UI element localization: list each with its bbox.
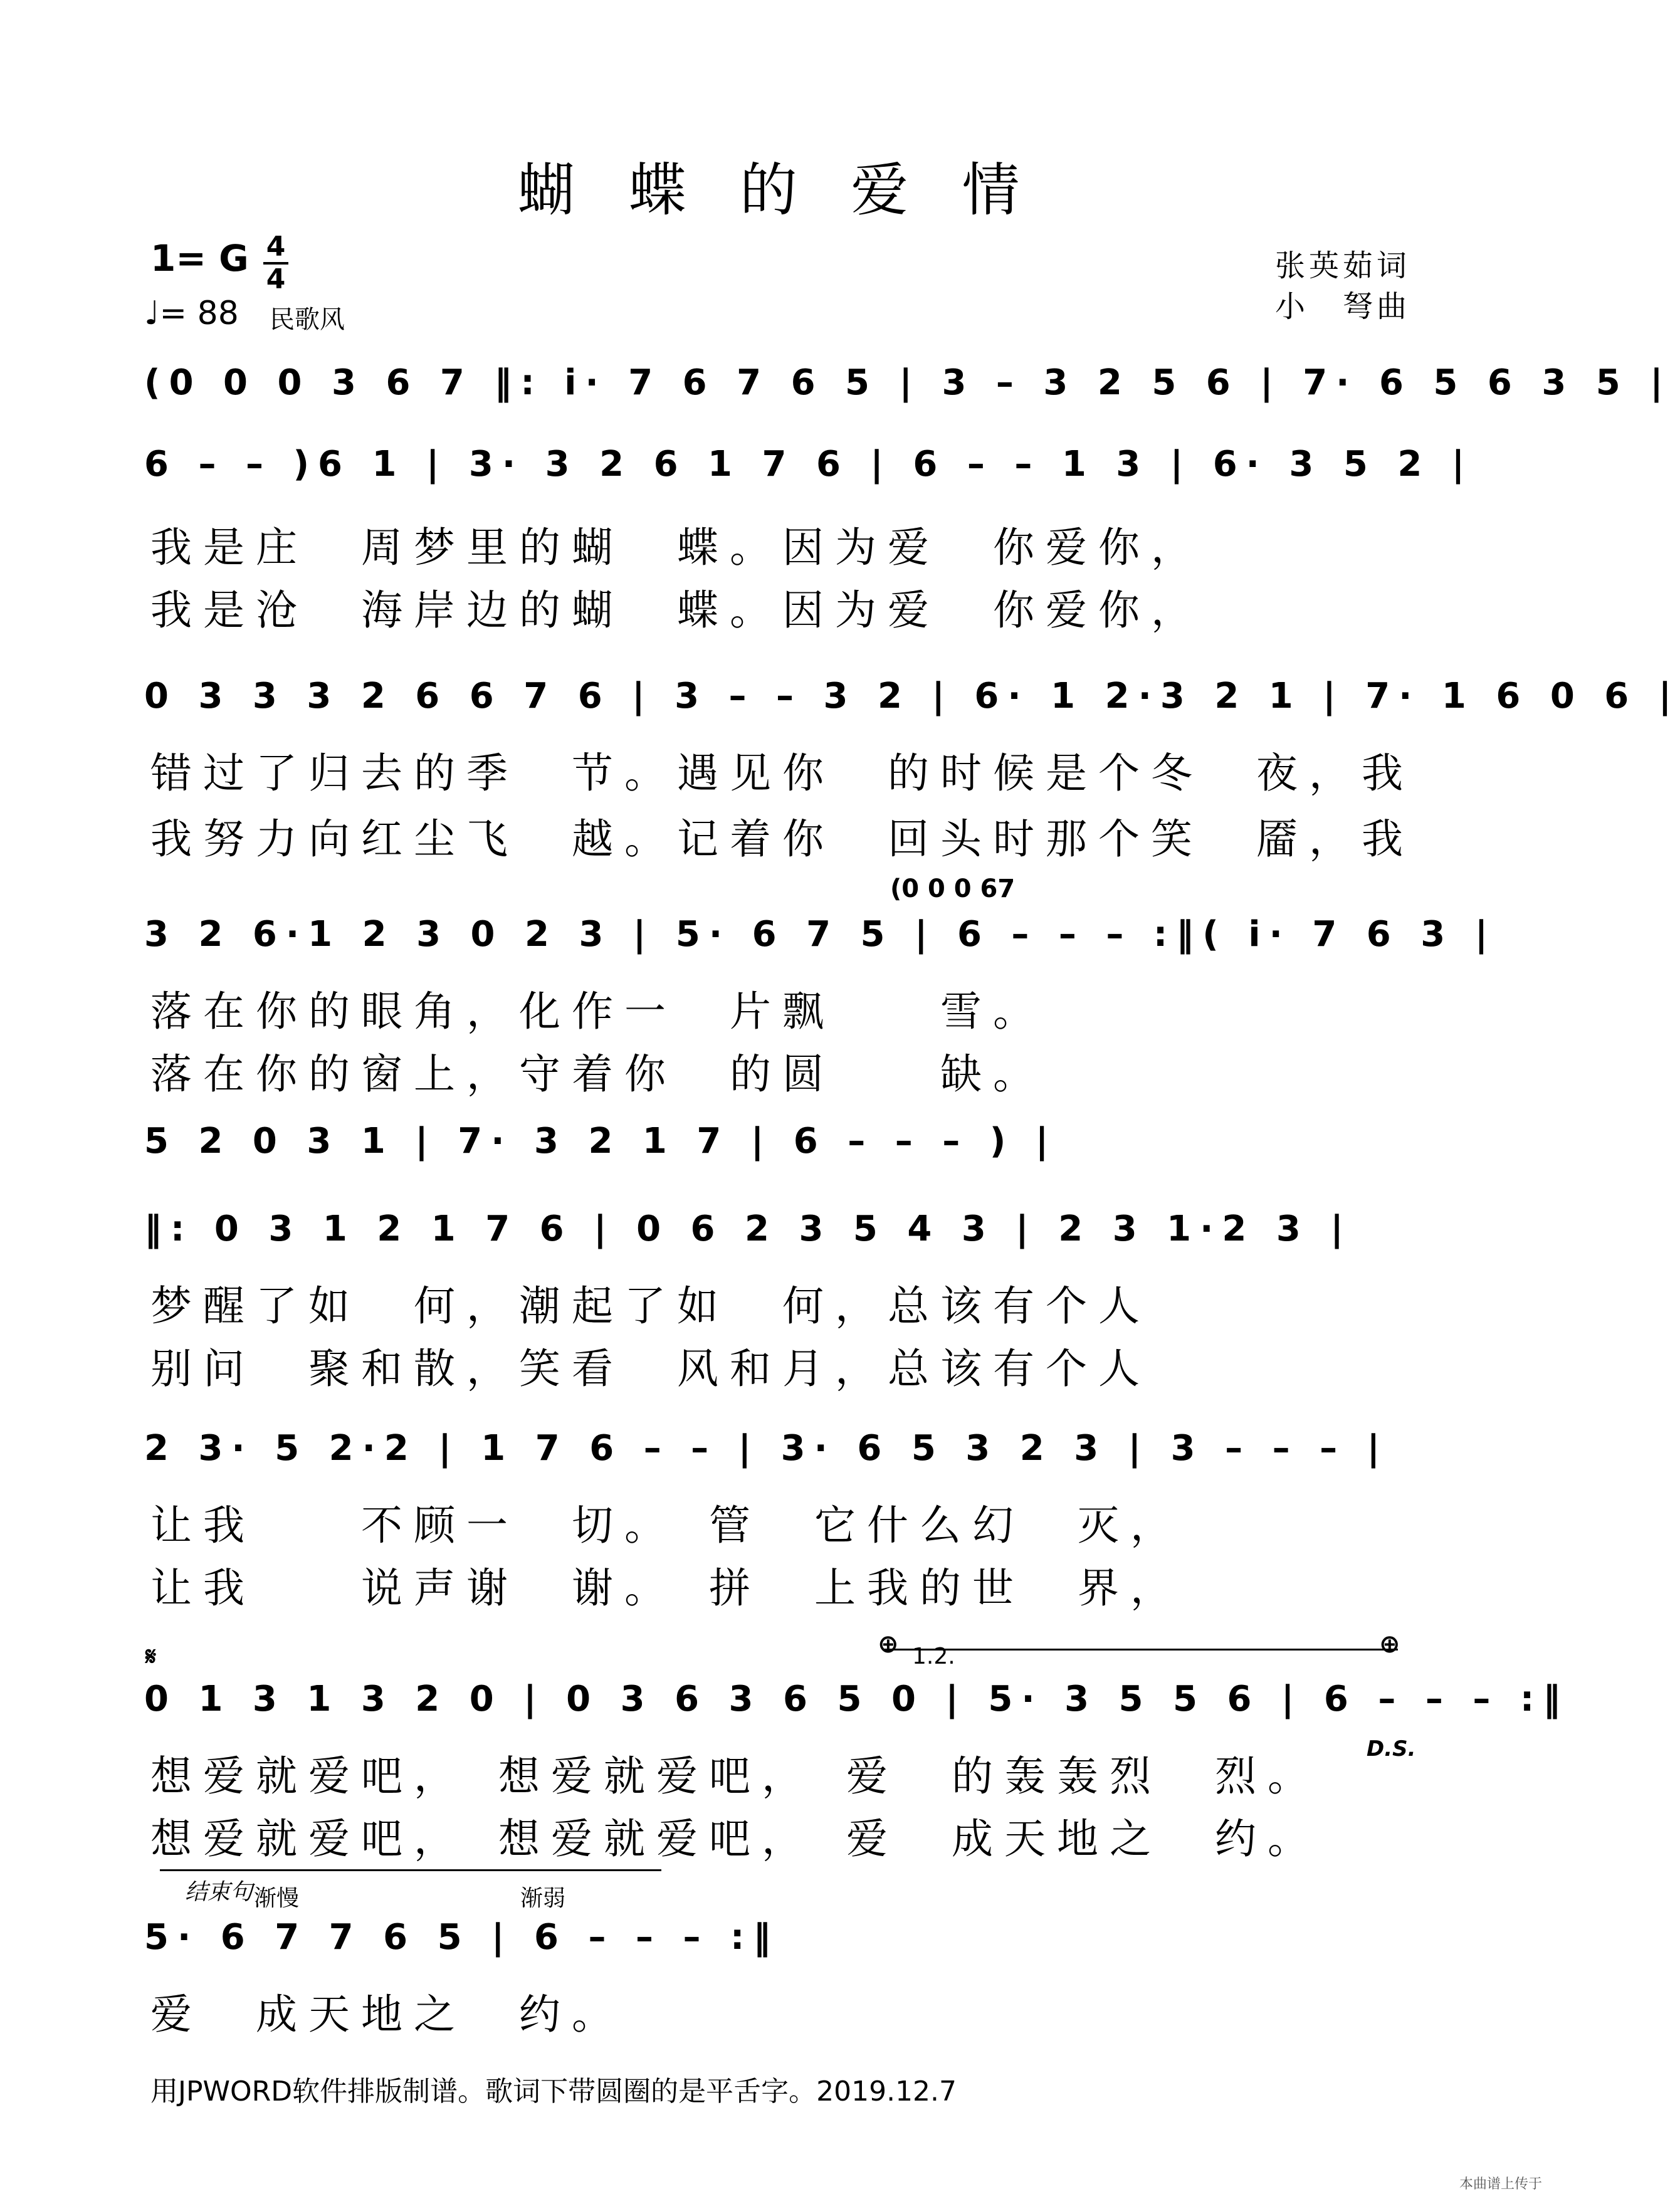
notation-row: [144, 664, 1680, 733]
lyric-line: 别问 聚和散，笑看 风和月，总该有个人: [150, 1345, 1151, 1393]
ds-mark: D.S.: [1367, 1736, 1416, 1761]
notation-row: [144, 1667, 1570, 1736]
notation-row: [144, 1110, 1410, 1178]
notation-text: 0 3 3 3 2 6 6 7 6 | 3 – – 3 2 | 6· 1 2·3 2 1 | 7· 1 6 0 6 |: [144, 675, 1680, 716]
coda-sign: ⊕: [878, 1630, 899, 1659]
lyric-line: 我努力向红尘飞 越。记着你 回头时那个笑 靥，我: [150, 815, 1414, 863]
lyric-line: 梦醒了如 何，潮起了如 何，总该有个人: [150, 1282, 1151, 1330]
upload-watermark: 本曲谱上传于: [1459, 2176, 1542, 2192]
ending-label: 结束句: [185, 1879, 253, 1905]
lyric-line: 落在你的窗上，守着你 的圆 缺。: [150, 1050, 1046, 1098]
composer-credit: 小 弩曲: [1274, 289, 1410, 324]
notation-text: (0 0 0 3 6 7 ‖: i· 7 6 7 6 5 | 3 – 3 2 5 6 | 7· 6 5 6 3 5 |: [144, 362, 1672, 403]
lyric-line: 我是沧 海岸边的蝴 蝶。因为爱 你爱你，: [150, 586, 1204, 634]
volta-bracket: [884, 1649, 1398, 1651]
alt-intro-mark: (0 0 0 67: [890, 874, 1016, 903]
notation-text: 5· 6 7 7 6 5 | 6 – – – :‖: [144, 1916, 780, 1958]
ritardando-mark: 渐慢: [254, 1886, 300, 1911]
lyric-line: 错过了归去的季 节。遇见你 的时候是个冬 夜，我: [150, 749, 1414, 797]
lyric-line: 落在你的眼角，化作一 片飘 雪。: [150, 987, 1046, 1036]
notation-row: [144, 433, 1474, 501]
lyric-line: 爱 成天地之 约。: [150, 1990, 624, 2039]
notation-row: [144, 903, 1497, 972]
notation-text: 5 2 0 3 1 | 7· 3 2 1 7 | 6 – – – ) |: [144, 1120, 1058, 1162]
volta-label: 1.2.: [912, 1644, 955, 1669]
lyric-line: 想爱就爱吧， 想爱就爱吧， 爱 的轰轰烈 烈。: [150, 1752, 1320, 1800]
notation-text: 3 2 6·1 2 3 0 2 3 | 5· 6 7 5 | 6 – – – :‖( i· 7 6 3 |: [144, 913, 1497, 955]
notation-row: [144, 1417, 1410, 1486]
notation-text: ‖: 0 3 1 2 1 7 6 | 0 6 2 3 5 4 3 | 2 3 1·2 3 |: [144, 1208, 1352, 1249]
tempo-marking: ♩= 88: [144, 295, 239, 332]
ending-bracket: [160, 1869, 661, 1871]
notation-text: 6 – – )6 1 | 3· 3 2 6 1 7 6 | 6 – – 1 3 | 6· 3 5 2 |: [144, 443, 1474, 485]
time-signature: [263, 233, 288, 293]
footer-note: 用JPWORD软件排版制谱。歌词下带圆圈的是平舌字。2019.12.7: [150, 2076, 957, 2107]
segno-sign: 𝄋: [145, 1642, 157, 1671]
notation-text: 2 3· 5 2·2 | 1 7 6 – – | 3· 6 5 3 2 3 | 3 – – – |: [144, 1427, 1389, 1469]
time-top: 4: [266, 231, 286, 263]
time-bottom: 4: [266, 263, 286, 295]
style-marking: 民歌风: [270, 305, 345, 334]
notation-text: 0 1 3 1 3 2 0 | 0 3 6 3 6 5 0 | 5· 3 5 5 6 | 6 – – – :‖: [144, 1678, 1570, 1719]
notation-row: [144, 1197, 1410, 1266]
lyric-line: 我是庄 周梦里的蝴 蝶。因为爱 你爱你，: [150, 523, 1204, 572]
diminuendo-mark: 渐弱: [520, 1886, 566, 1911]
coda-sign-end: ⊕: [1379, 1630, 1400, 1659]
notation-row: [144, 351, 1672, 420]
lyric-line: 想爱就爱吧， 想爱就爱吧， 爱 成天地之 约。: [150, 1815, 1320, 1863]
lyric-line: 让我 说声谢 谢。 拼 上我的世 界，: [150, 1564, 1183, 1612]
lyricist-credit: 张英茹词: [1274, 248, 1410, 283]
lyric-line: 让我 不顾一 切。 管 它什么幻 灭，: [150, 1501, 1183, 1550]
notation-row: [144, 1906, 1410, 1975]
page-title: 蝴 蝶 的 爱 情: [517, 157, 1037, 224]
key-signature: 1= G: [150, 237, 249, 280]
